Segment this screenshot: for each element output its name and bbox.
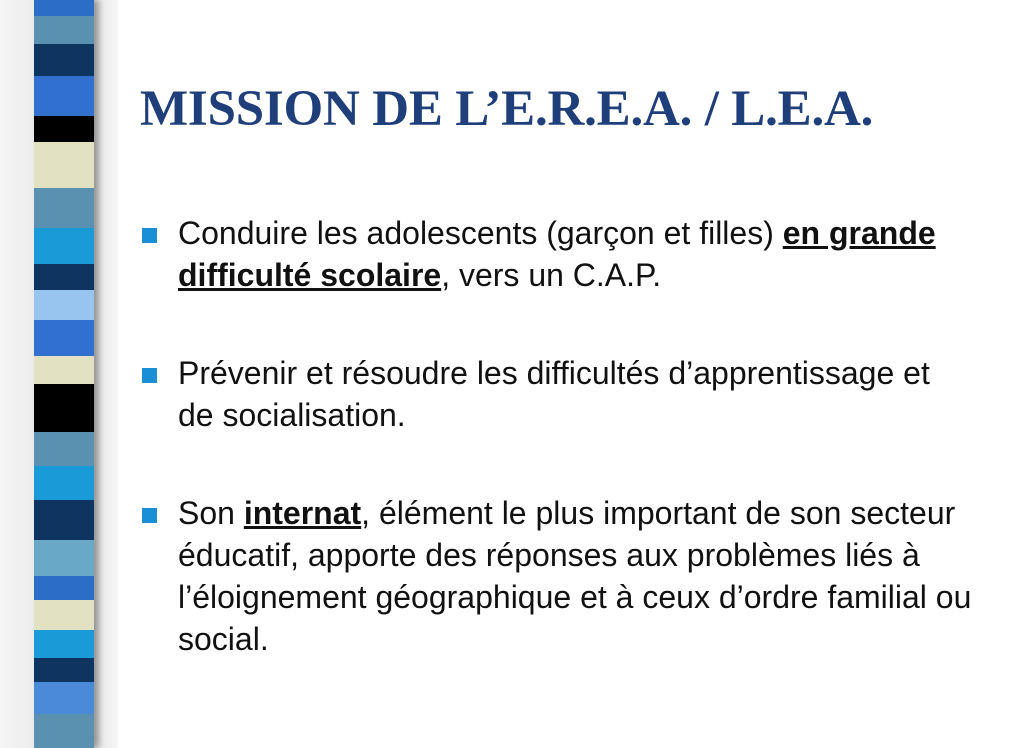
bullet-emphasis: en grande difficulté scolaire xyxy=(178,215,936,293)
decorative-stripe xyxy=(34,500,94,540)
decorative-stripe xyxy=(34,0,94,16)
decorative-stripe xyxy=(34,76,94,116)
decorative-stripe xyxy=(34,290,94,320)
bullet-emphasis: internat xyxy=(243,495,362,531)
decorative-stripe xyxy=(34,682,94,714)
bullet-text: , élément le plus important de son secteur éducatif, apporte des réponses aux problèmes liés à l’éloignement géographique et à ceux d’ordre familial ou social. xyxy=(178,495,972,657)
decorative-stripe xyxy=(34,658,94,682)
decorative-stripe xyxy=(34,16,94,44)
bullet-item xyxy=(142,212,972,296)
bullet-text: Conduire les adolescents (garçon et filles) xyxy=(178,215,783,251)
slide-title: MISSION DE L’E.R.E.A. / L.E.A. xyxy=(140,81,874,137)
bullet-text: Prévenir et résoudre les difficultés d’apprentissage et de socialisation. xyxy=(178,355,930,433)
decorative-stripe xyxy=(34,384,94,432)
bullet-text: Son xyxy=(178,495,244,531)
decorative-stripe xyxy=(34,142,94,188)
decorative-stripe xyxy=(34,600,94,630)
decorative-stripe xyxy=(34,320,94,356)
decorative-stripe xyxy=(34,44,94,76)
decorative-stripe xyxy=(34,630,94,658)
decorative-stripe xyxy=(34,714,94,748)
square-bullet-icon xyxy=(142,228,157,243)
decorative-stripe xyxy=(34,576,94,600)
decorative-stripe xyxy=(34,188,94,228)
decorative-stripe xyxy=(34,432,94,466)
square-bullet-icon xyxy=(142,368,157,383)
bullet-item xyxy=(142,492,972,660)
decorative-stripe xyxy=(34,116,94,142)
decorative-side-band xyxy=(0,0,118,748)
bullet-item xyxy=(142,352,972,436)
bullet-list xyxy=(142,212,972,660)
decorative-stripe-column xyxy=(34,0,94,748)
decorative-stripe xyxy=(34,466,94,500)
bullet-text: , vers un C.A.P. xyxy=(441,257,662,293)
decorative-stripe xyxy=(34,264,94,290)
square-bullet-icon xyxy=(142,508,157,523)
decorative-stripe xyxy=(34,228,94,264)
decorative-stripe xyxy=(34,356,94,384)
decorative-stripe xyxy=(34,540,94,576)
